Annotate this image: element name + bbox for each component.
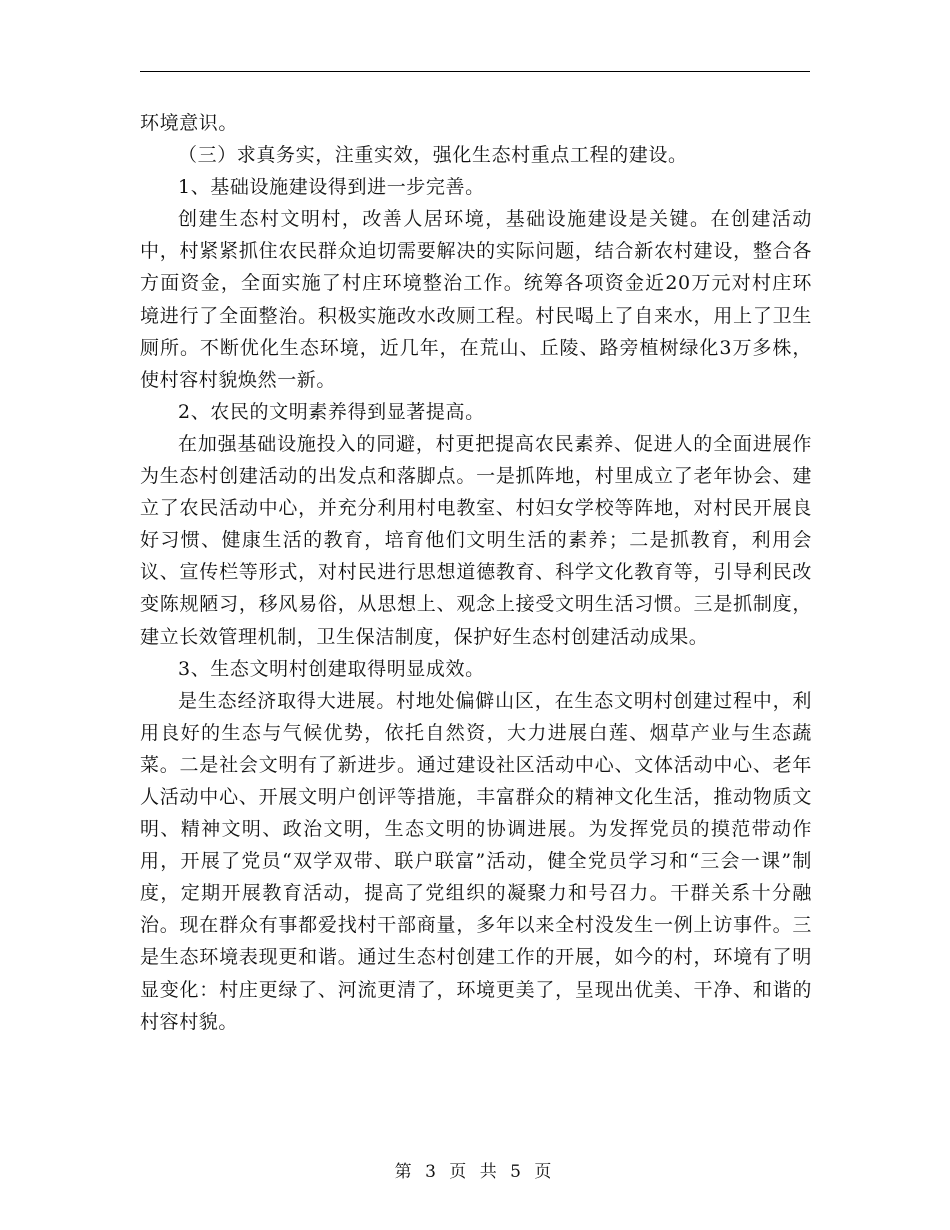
subheading-3: 3、生态文明村创建取得明显成效。 [178, 657, 485, 680]
page-number-footer: 第 3 页 共 5 页 [394, 1162, 556, 1182]
document-body [140, 107, 812, 1038]
subheading-1: 1、基础设施建设得到进一步完善。 [178, 176, 485, 199]
header-rule [140, 71, 810, 72]
paragraph-civilization: 在加强基础设施投入的同避，村更把提高农民素养、促进人的全面进展作为生态村创建活动的出发点和落脚点。一是抓阵地，村里成立了老年协会、建立了农民活动中心，并充分利用村电教室、村妇女学校等阵地，对村民开展良好习惯、健康生活的教育，培育他们文明生活的素养；二是抓教育，利用会议、宣传栏等形式，对村民进行思想道德教育、科学文化教育等，引导利民改变陈规陋习，移风易俗，从思想上、观念上接受文明生活习惯。三是抓制度，建立长效管理机制，卫生保洁制度，保护好生态村创建活动成果。 [140, 432, 812, 648]
subheading-2: 2、农民的文明素养得到显著提高。 [178, 400, 485, 423]
paragraph-infrastructure: 创建生态村文明村，改善人居环境，基础设施建设是关键。在创建活动中，村紧紧抓住农民群众迫切需要解决的实际问题，结合新农村建设，整合各方面资金，全面实施了村庄环境整治工作。统筹各项资金近20万元对村庄环境进行了全面整治。积极实施改水改厕工程。村民喝上了自来水，用上了卫生厕所。不断优化生态环境，近几年，在荒山、丘陵、路旁植树绿化3万多株，使村容村貌焕然一新。 [140, 208, 812, 391]
section-heading: （三）求真务实，注重实效，强化生态村重点工程的建设。 [178, 144, 688, 167]
paragraph-continuation: 环境意识。 [140, 112, 239, 134]
paragraph-results: 是生态经济取得大进展。村地处偏僻山区，在生态文明村创建过程中，利用良好的生态与气候优势，依托自然资，大力进展白莲、烟草产业与生态蔬菜。二是社会文明有了新进步。通过建设社区活动中心、文体活动中心、老年人活动中心、开展文明户创评等措施，丰富群众的精神文化生活，推动物质文明、精神文明、政治文明，生态文明的协调进展。为发挥党员的摸范带动作用，开展了党员“双学双带、联户联富”活动，健全党员学习和“三会一课”制度，定期开展教育活动，提高了党组织的凝聚力和号召力。干群关系十分融治。现在群众有事都爱找村干部商量，多年以来全村没发生一例上访事件。三是生态环境表现更和谐。通过生态村创建工作的开展，如今的村，环境有了明显变化：村庄更绿了、河流更清了，环境更美了，呈现出优美、干净、和谐的村容村貌。 [140, 689, 812, 1033]
